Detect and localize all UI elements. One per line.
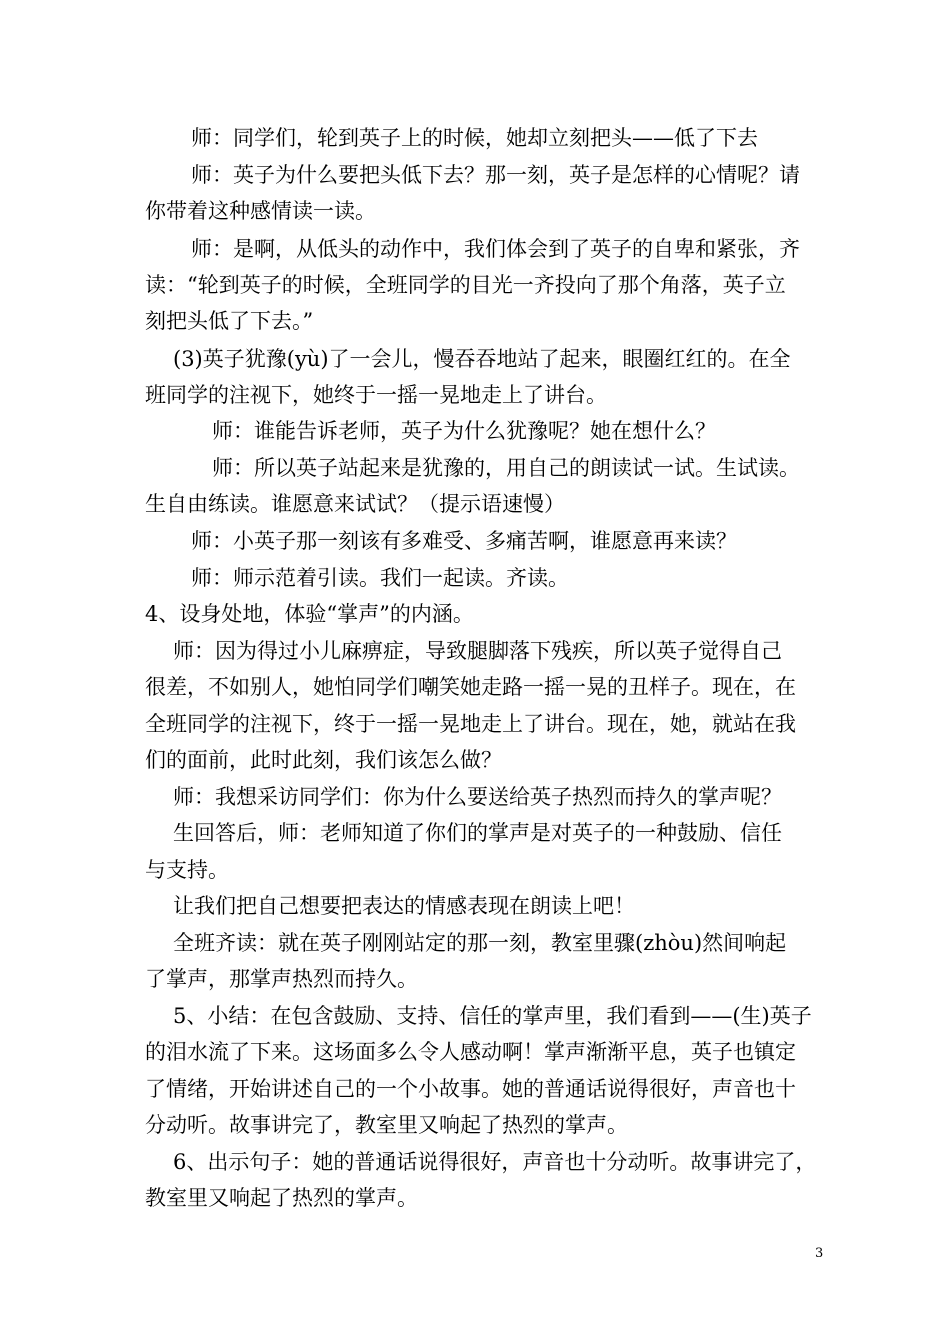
text-line: 师：谁能告诉老师，英子为什么犹豫呢？她在想什么？ — [212, 419, 716, 443]
text-line: 师：同学们，轮到英子上的时候，她却立刻把头——低了下去 — [191, 126, 758, 150]
text-line: 师：我想采访同学们：你为什么要送给英子热烈而持久的掌声呢？ — [173, 785, 782, 809]
text-line: 了情绪，开始讲述自己的一个小故事。她的普通话说得很好，声音也十 — [145, 1077, 796, 1101]
text-line: 师：所以英子站起来是犹豫的，用自己的朗读试一试。生试读。 — [212, 456, 800, 480]
text-line: 读：“轮到英子的时候，全班同学的目光一齐投向了那个角落，英子立 — [145, 273, 786, 297]
section-heading: 4、设身处地，体验“掌声”的内涵。 — [145, 602, 474, 626]
text-line: 6、出示句子：她的普通话说得很好，声音也十分动听。故事讲完了， — [173, 1150, 817, 1174]
text-line: 生回答后，师：老师知道了你们的掌声是对英子的一种鼓励、信任 — [173, 821, 782, 845]
text-line: 生自由练读。谁愿意来试试？（提示语速慢） — [145, 492, 565, 516]
text-line: 刻把头低了下去。” — [145, 309, 314, 333]
text-line: 让我们把自己想要把表达的情感表现在朗读上吧！ — [173, 894, 635, 918]
text-line: 你带着这种感情读一读。 — [145, 199, 376, 223]
text-line: 师：英子为什么要把头低下去？那一刻，英子是怎样的心情呢？请 — [191, 163, 800, 187]
text-line: 了掌声，那掌声热烈而持久。 — [145, 967, 418, 991]
page-number: 3 — [815, 1246, 824, 1261]
text-line: 很差，不如别人，她怕同学们嘲笑她走路一摇一晃的丑样子。现在，在 — [145, 675, 796, 699]
text-line: (3)英子犹豫(yù)了一会儿，慢吞吞地站了起来，眼圈红红的。在全 — [173, 347, 791, 371]
text-line: 们的面前，此时此刻，我们该怎么做？ — [145, 748, 502, 772]
text-line: 与支持。 — [145, 858, 229, 882]
text-line: 的泪水流了下来。这场面多么令人感动啊！掌声渐渐平息，英子也镇定 — [145, 1040, 796, 1064]
text-line: 师：是啊，从低头的动作中，我们体会到了英子的自卑和紧张，齐 — [191, 237, 800, 261]
text-line: 师：因为得过小儿麻痹症，导致腿脚落下残疾，所以英子觉得自己 — [173, 639, 782, 663]
text-line: 班同学的注视下，她终于一摇一晃地走上了讲台。 — [145, 383, 607, 407]
text-line: 5、小结：在包含鼓励、支持、信任的掌声里，我们看到——(生)英子 — [173, 1004, 812, 1028]
text-line: 教室里又响起了热烈的掌声。 — [145, 1186, 418, 1210]
text-line: 全班齐读：就在英子刚刚站定的那一刻，教室里骤(zhòu)然间响起 — [173, 931, 787, 955]
text-line: 分动听。故事讲完了，教室里又响起了热烈的掌声。 — [145, 1113, 628, 1137]
text-line: 师：师示范着引读。我们一起读。齐读。 — [191, 566, 569, 590]
text-line: 师：小英子那一刻该有多难受、多痛苦啊，谁愿意再来读？ — [191, 529, 737, 553]
text-line: 全班同学的注视下，终于一摇一晃地走上了讲台。现在，她，就站在我 — [145, 712, 796, 736]
